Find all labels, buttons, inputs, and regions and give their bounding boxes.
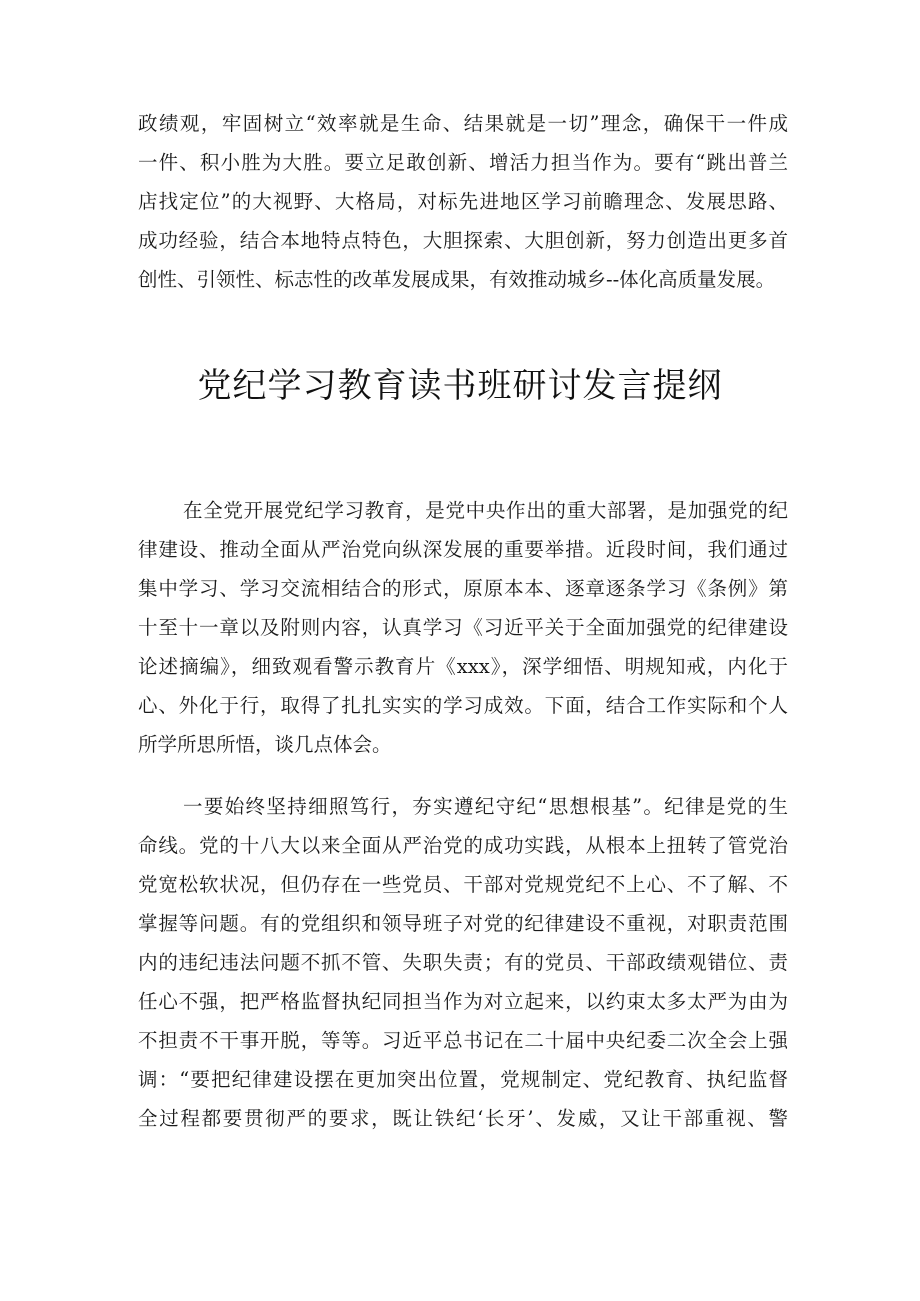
- paragraph-line: 命线。党的十八大以来全面从严治党的成功实践，从根本上扭转了管党治: [138, 834, 788, 857]
- paragraph-line: 十至十一章以及附则内容，认真学习《习近平关于全面加强党的纪律建设: [138, 616, 788, 639]
- paragraph-line: 全过程都要贯彻严的要求，既让铁纪‘长牙’、发威，又让干部重视、警: [138, 1107, 788, 1130]
- paragraph-line: 心、外化于行，取得了扎扎实实的学习成效。下面，结合工作实际和个人: [138, 694, 788, 717]
- paragraph-line: 创性、引领性、标志性的改革发展成果，有效推动城乡--体化高质量发展。: [138, 268, 776, 291]
- document-title: 党纪学习教育读书班研讨发言提纲: [197, 366, 723, 406]
- paragraph-line: 内的违纪违法问题不抓不管、失职失责；有的党员、干部政绩观错位、责: [138, 951, 788, 974]
- paragraph-line: 成功经验，结合本地特点特色，大胆探索、大胆创新，努力创造出更多首: [138, 229, 788, 252]
- paragraph-line: 店找定位”的大视野、大格局，对标先进地区学习前瞻理念、发展思路、: [138, 190, 788, 213]
- paragraph-line: 论述摘编》，细致观看警示教育片《xxx》，深学细悟、明规知戒，内化于: [138, 655, 788, 678]
- paragraph-line: 一件、积小胜为大胜。要立足敢创新、增活力担当作为。要有“跳出普兰: [138, 151, 788, 174]
- paragraph-line: 在全党开展党纪学习教育，是党中央作出的重大部署，是加强党的纪: [183, 499, 788, 522]
- paragraph-line: 党宽松软状况，但仍存在一些党员、干部对党规党纪不上心、不了解、不: [138, 873, 788, 896]
- paragraph-line: 集中学习、学习交流相结合的形式，原原本本、逐章逐条学习《条例》第: [138, 577, 788, 600]
- paragraph-line: 掌握等问题。有的党组织和领导班子对党的纪律建设不重视，对职责范围: [138, 912, 788, 935]
- paragraph-line: 一要始终坚持细照笃行，夯实遵纪守纪“思想根基”。纪律是党的生: [183, 795, 788, 818]
- paragraph-line: 不担责不干事开脱，等等。习近平总书记在二十届中央纪委二次全会上强: [138, 1029, 788, 1052]
- paragraph-line: 律建设、推动全面从严治党向纵深发展的重要举措。近段时间，我们通过: [138, 538, 788, 561]
- paragraph-line: 政绩观，牢固树立“效率就是生命、结果就是一切”理念，确保干一件成: [138, 112, 788, 135]
- paragraph-line: 任心不强，把严格监督执纪同担当作为对立起来，以约束太多太严为由为: [138, 990, 788, 1013]
- paragraph-line: 所学所思所悟，谈几点体会。: [138, 733, 392, 756]
- paragraph-line: 调：“要把纪律建设摆在更加突出位置，党规制定、党纪教育、执纪监督: [138, 1068, 788, 1091]
